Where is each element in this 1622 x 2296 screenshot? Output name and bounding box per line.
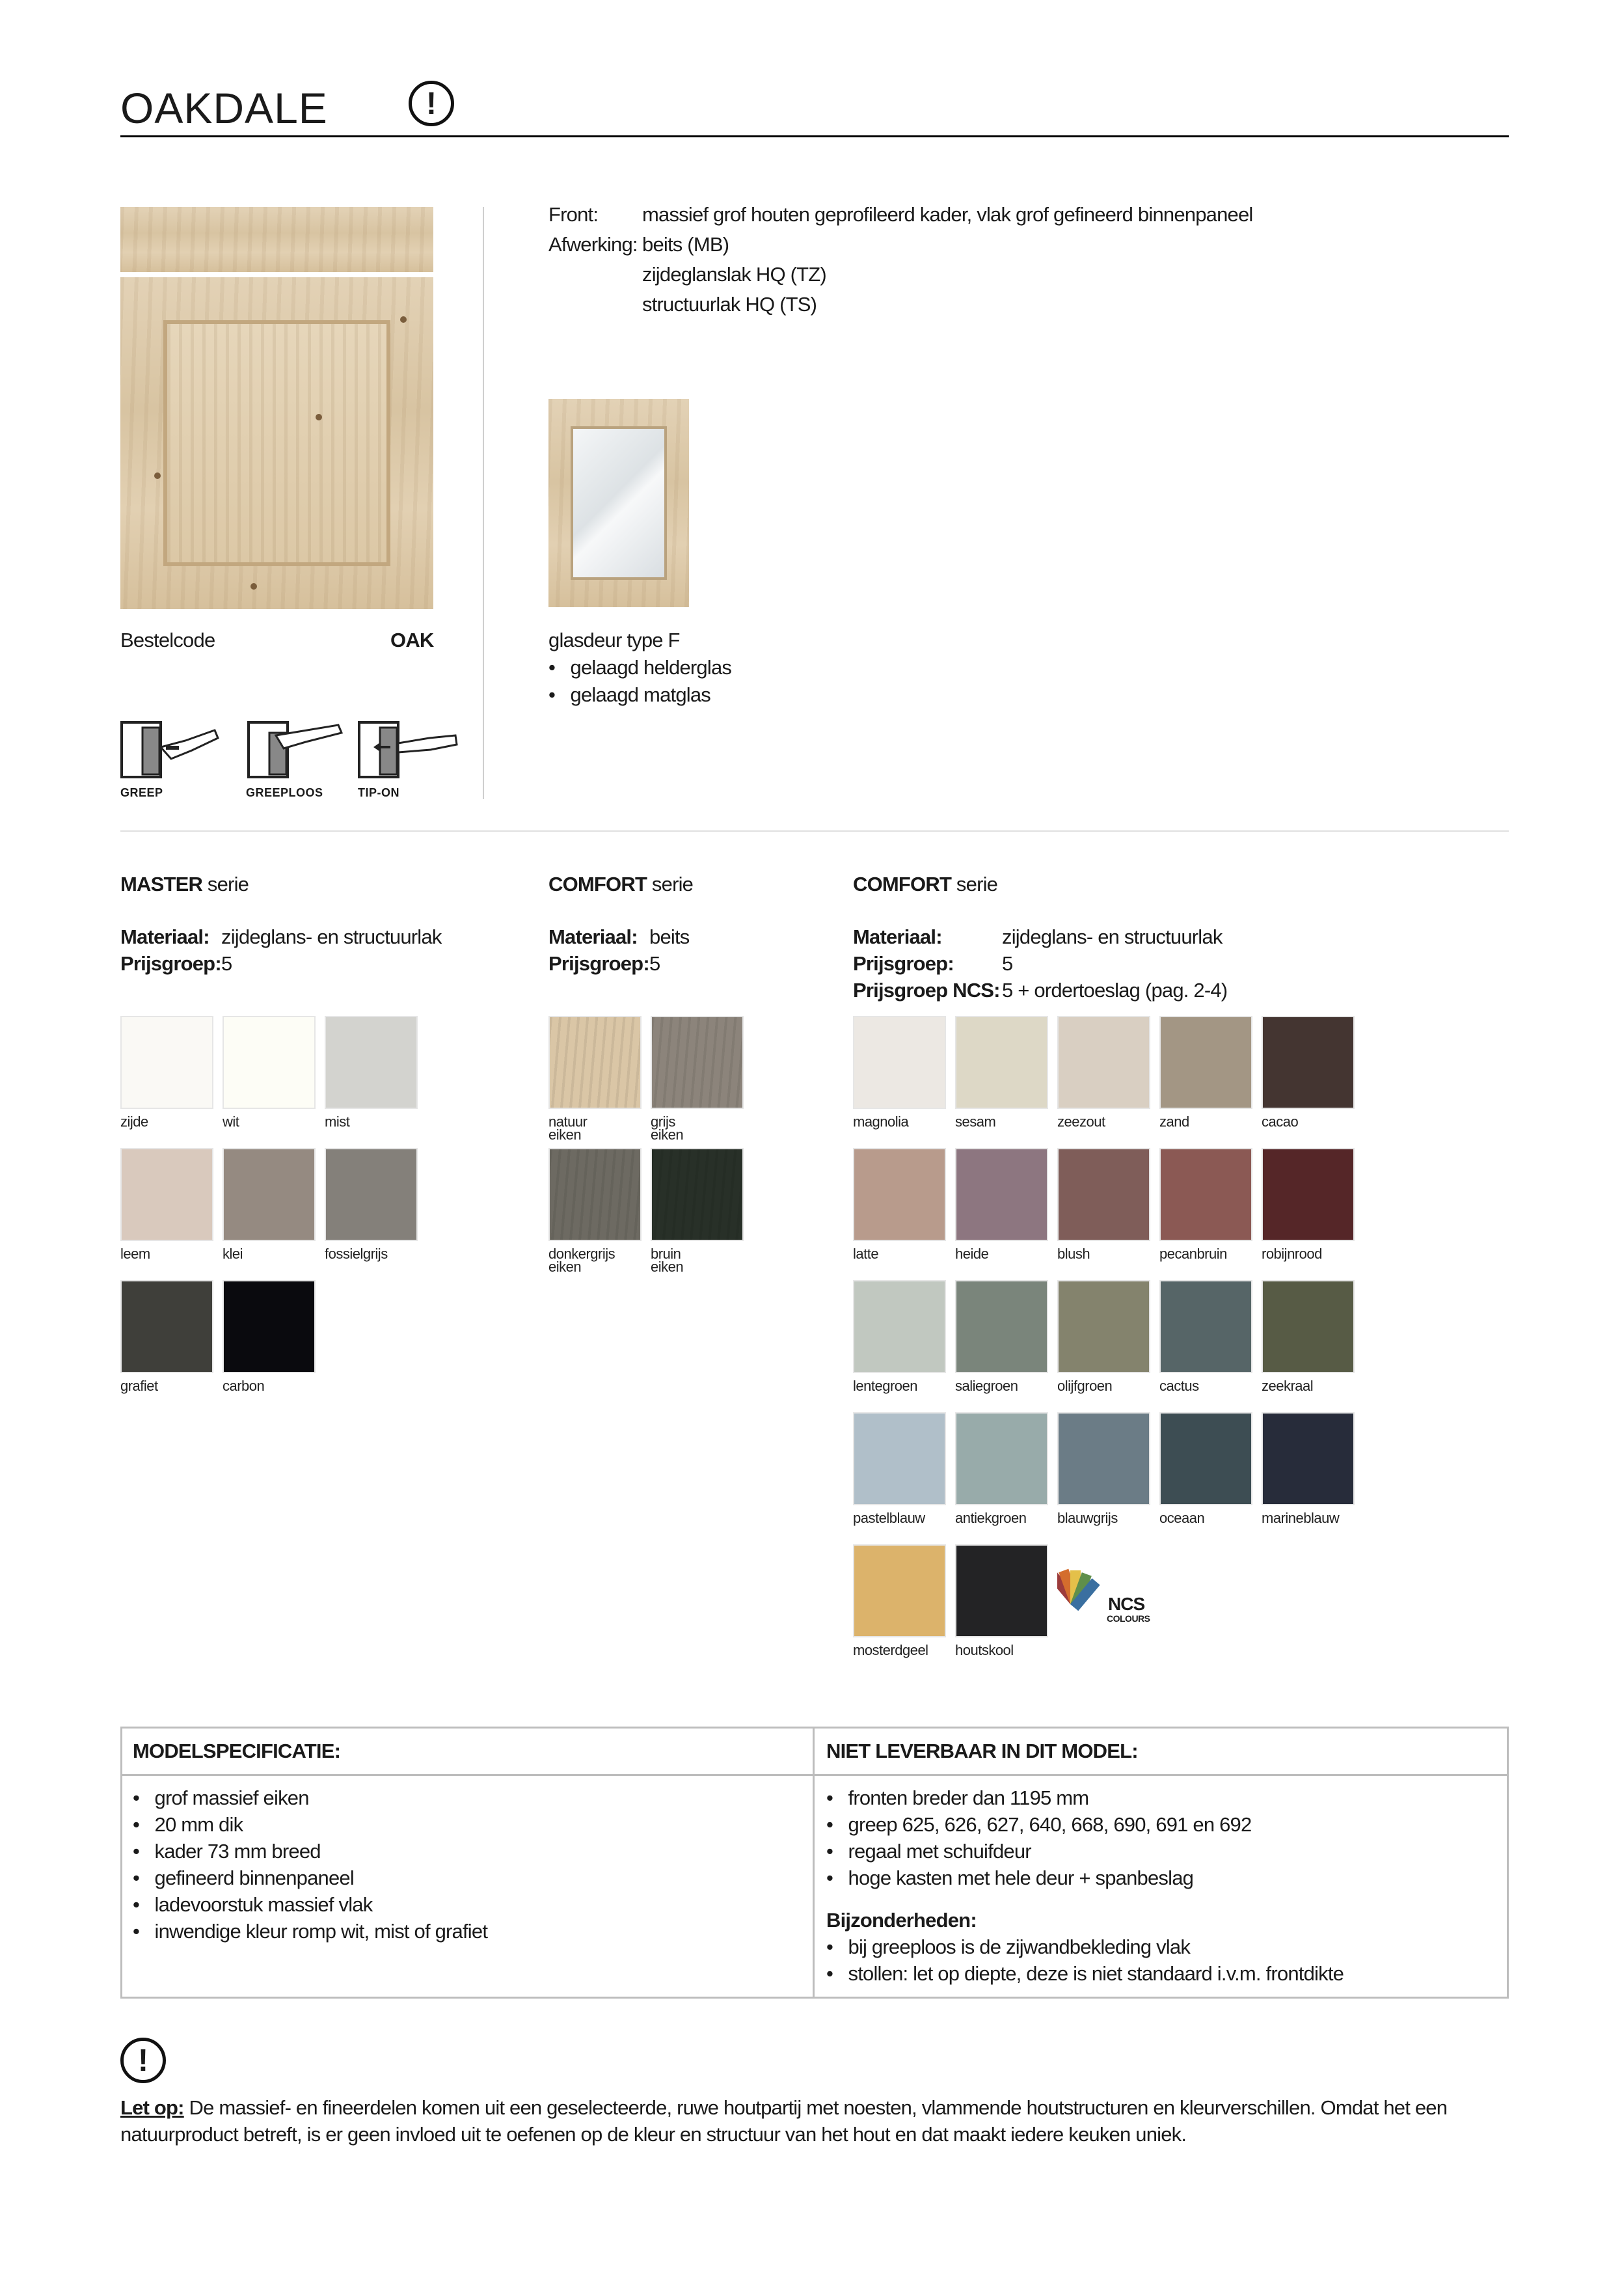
color-swatch-wit — [223, 1016, 316, 1109]
afwerking-value: zijdeglanslak HQ (TZ) — [642, 263, 826, 286]
comfort-lak-prijsgroep-label: Prijsgroep: — [853, 952, 954, 975]
color-swatch-label: houtskool — [955, 1642, 1014, 1658]
glass-option: • gelaagd matglas — [548, 683, 710, 706]
master-prijsgroep-value: 5 — [221, 952, 232, 975]
list-item: • kader 73 mm breed — [133, 1840, 321, 1863]
color-swatch-grijs — [651, 1016, 744, 1109]
color-swatch-houtskool — [955, 1544, 1048, 1637]
color-swatch-label: pecanbruin — [1159, 1246, 1227, 1262]
color-swatch-sublabel: eiken — [548, 1127, 582, 1143]
comfort-beits-prijsgroep-label: Prijsgroep: — [548, 952, 649, 975]
color-swatch-natuur — [548, 1016, 642, 1109]
comfort-lak-ncs-label: Prijsgroep NCS: — [853, 979, 1000, 1002]
greep-label: GREEP — [120, 786, 163, 799]
color-swatch-label: cactus — [1159, 1378, 1199, 1394]
color-swatch-label: oceaan — [1159, 1510, 1205, 1526]
color-swatch-label: blauwgrijs — [1057, 1510, 1118, 1526]
color-swatch-label: olijfgroen — [1057, 1378, 1113, 1394]
color-swatch-label: grijs — [651, 1114, 675, 1130]
comfort-lak-ncs-value: 5 + ordertoeslag (pag. 2-4) — [1002, 979, 1228, 1002]
color-swatch-label: fossielgrijs — [325, 1246, 388, 1262]
note-label: Let op: — [120, 2096, 184, 2119]
bijzonderheden-heading: Bijzonderheden: — [826, 1909, 977, 1932]
greeploos-icon — [247, 721, 351, 780]
color-swatch-label: cacao — [1262, 1114, 1299, 1130]
color-swatch-label: wit — [223, 1114, 239, 1130]
comfort-lak-prijsgroep-value: 5 — [1002, 952, 1013, 975]
title-divider — [120, 135, 1509, 137]
note-text — [120, 2094, 1509, 2148]
color-swatch-label: antiekgroen — [955, 1510, 1027, 1526]
color-swatch-leem — [120, 1148, 213, 1241]
color-swatch-label: zijde — [120, 1114, 148, 1130]
comfort-beits-title: COMFORT serie — [548, 873, 694, 895]
color-swatch-heide — [955, 1148, 1048, 1241]
color-swatch-label: marineblauw — [1262, 1510, 1340, 1526]
color-swatch-label: zeezout — [1057, 1114, 1105, 1130]
color-swatch-blauwgrijs — [1057, 1412, 1150, 1505]
color-swatch-lentegroen — [853, 1280, 946, 1373]
color-swatch-carbon — [223, 1280, 316, 1373]
specification-table — [120, 1727, 1509, 1999]
list-item: • grof massief eiken — [133, 1786, 309, 1809]
greeploos-label: GREEPLOOS — [246, 786, 323, 799]
color-swatch-mist — [325, 1016, 418, 1109]
note-body: De massief- en fineerdelen komen uit een geselecteerde, ruwe houtpartij met noesten, vlammende houtstructuren en kleurverschillen. Omdat het een natuurproduct betreft, is er geen invloed uit te oefenen op de kleur en structuur van het hout en dat maakt iedere keuken uniek. — [120, 2096, 1448, 2146]
column-divider — [483, 207, 484, 799]
color-swatch-label: mosterdgeel — [853, 1642, 928, 1658]
color-swatch-grafiet — [120, 1280, 213, 1373]
warning-icon: ! — [409, 81, 454, 126]
color-swatch-sesam — [955, 1016, 1048, 1109]
color-swatch-label: carbon — [223, 1378, 265, 1394]
color-swatch-blush — [1057, 1148, 1150, 1241]
color-swatch-robijnrood — [1262, 1148, 1355, 1241]
afwerking-value: beits (MB) — [642, 233, 729, 256]
afwerking-label: Afwerking: — [548, 233, 638, 256]
color-swatch-sublabel: eiken — [548, 1259, 582, 1275]
color-swatch-zeezout — [1057, 1016, 1150, 1109]
comfort-beits-materiaal-value: beits — [649, 925, 690, 948]
color-swatch-label: natuur — [548, 1114, 588, 1130]
list-item: • ladevoorstuk massief vlak — [133, 1893, 373, 1916]
ncs-logo-subtext: COLOURS — [1107, 1613, 1150, 1624]
door-sample-image — [120, 207, 433, 609]
modelspecificatie-heading: MODELSPECIFICATIE: — [133, 1740, 341, 1762]
list-item: • fronten breder dan 1195 mm — [826, 1786, 1089, 1809]
page-title: OAKDALE — [120, 84, 328, 132]
color-swatch-label: saliegroen — [955, 1378, 1018, 1394]
color-swatch-oceaan — [1159, 1412, 1252, 1505]
order-code-label: Bestelcode — [120, 629, 215, 651]
color-swatch-label: zand — [1159, 1114, 1189, 1130]
color-swatch-olijfgroen — [1057, 1280, 1150, 1373]
color-swatch-label: pastelblauw — [853, 1510, 925, 1526]
list-item: • hoge kasten met hele deur + spanbeslag — [826, 1866, 1194, 1889]
color-swatch-sublabel: eiken — [651, 1259, 684, 1275]
glass-option: • gelaagd helderglas — [548, 656, 732, 679]
section-divider — [120, 830, 1509, 832]
color-swatch-label: heide — [955, 1246, 989, 1262]
color-swatch-label: zeekraal — [1262, 1378, 1314, 1394]
color-swatch-label: blush — [1057, 1246, 1090, 1262]
ncs-colours-logo — [1057, 1559, 1155, 1637]
color-swatch-label: sesam — [955, 1114, 996, 1130]
glass-door-title: glasdeur type F — [548, 629, 680, 651]
greep-icon — [120, 721, 224, 780]
color-swatch-zijde — [120, 1016, 213, 1109]
color-swatch-antiekgroen — [955, 1412, 1048, 1505]
list-item: • inwendige kleur romp wit, mist of grafiet — [133, 1920, 488, 1943]
color-swatch-cacao — [1262, 1016, 1355, 1109]
niet-leverbaar-heading: NIET LEVERBAAR IN DIT MODEL: — [826, 1740, 1138, 1762]
color-swatch-zand — [1159, 1016, 1252, 1109]
front-label: Front: — [548, 203, 599, 226]
color-swatch-marineblauw — [1262, 1412, 1355, 1505]
order-code-value: OAK — [390, 629, 434, 651]
color-swatch-saliegroen — [955, 1280, 1048, 1373]
color-swatch-label: robijnrood — [1262, 1246, 1322, 1262]
master-series-title: MASTER serie — [120, 873, 249, 895]
color-swatch-sublabel: eiken — [651, 1127, 684, 1143]
ncs-logo-text: NCS — [1108, 1594, 1145, 1614]
comfort-lak-materiaal-value: zijdeglans- en structuurlak — [1002, 925, 1223, 948]
color-swatch-label: bruin — [651, 1246, 681, 1262]
tip-on-icon — [358, 721, 462, 780]
color-swatch-label: klei — [223, 1246, 243, 1262]
list-item: • 20 mm dik — [133, 1813, 243, 1836]
color-swatch-label: donkergrijs — [548, 1246, 615, 1262]
color-swatch-mosterdgeel — [853, 1544, 946, 1637]
door-front — [120, 277, 433, 609]
color-swatch-cactus — [1159, 1280, 1252, 1373]
color-swatch-label: mist — [325, 1114, 350, 1130]
color-swatch-label: lentegroen — [853, 1378, 917, 1394]
comfort-beits-prijsgroep-value: 5 — [649, 952, 660, 975]
color-swatch-latte — [853, 1148, 946, 1241]
list-item: • gefineerd binnenpaneel — [133, 1866, 354, 1889]
color-swatch-klei — [223, 1148, 316, 1241]
master-materiaal-label: Materiaal: — [120, 925, 210, 948]
comfort-beits-materiaal-label: Materiaal: — [548, 925, 638, 948]
afwerking-value: structuurlak HQ (TS) — [642, 293, 817, 316]
master-materiaal-value: zijdeglans- en structuurlak — [221, 925, 442, 948]
warning-icon: ! — [120, 2038, 166, 2083]
color-swatch-label: grafiet — [120, 1378, 158, 1394]
list-item: • stollen: let op diepte, deze is niet standaard i.v.m. frontdikte — [826, 1962, 1344, 1985]
color-swatch-fossielgrijs — [325, 1148, 418, 1241]
color-swatch-pastelblauw — [853, 1412, 946, 1505]
list-item: • greep 625, 626, 627, 640, 668, 690, 691 en 692 — [826, 1813, 1252, 1836]
master-prijsgroep-label: Prijsgroep: — [120, 952, 221, 975]
list-item: • regaal met schuifdeur — [826, 1840, 1031, 1863]
comfort-lak-materiaal-label: Materiaal: — [853, 925, 942, 948]
drawer-front — [120, 207, 433, 272]
color-swatch-label: latte — [853, 1246, 879, 1262]
list-item: • bij greeploos is de zijwandbekleding vlak — [826, 1935, 1191, 1958]
color-swatch-donkergrijs — [548, 1148, 642, 1241]
color-swatch-pecanbruin — [1159, 1148, 1252, 1241]
color-swatch-zeekraal — [1262, 1280, 1355, 1373]
color-swatch-label: magnolia — [853, 1114, 909, 1130]
comfort-lak-title: COMFORT serie — [853, 873, 998, 895]
glass-door-image — [548, 399, 689, 607]
front-value: massief grof houten geprofileerd kader, vlak grof gefineerd binnenpaneel — [642, 203, 1253, 226]
tip-on-label: TIP-ON — [358, 786, 399, 799]
color-swatch-label: leem — [120, 1246, 150, 1262]
color-swatch-bruin — [651, 1148, 744, 1241]
color-swatch-magnolia — [853, 1016, 946, 1109]
